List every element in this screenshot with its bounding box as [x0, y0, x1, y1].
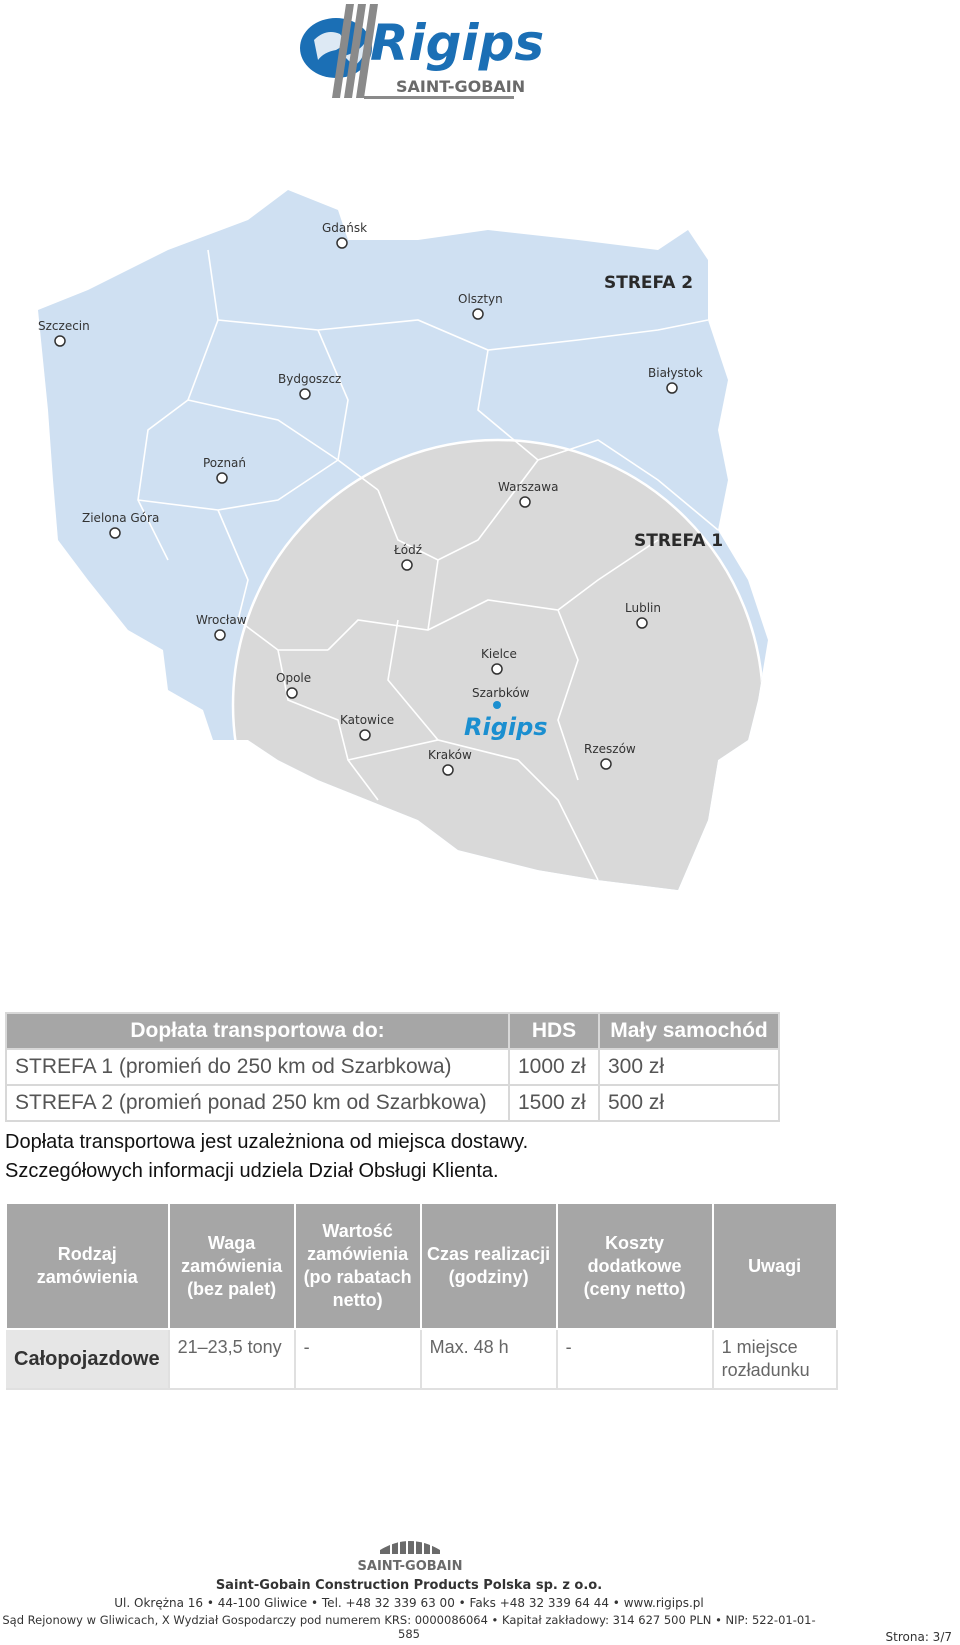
- city-kielce: Kielce: [481, 647, 517, 661]
- header-extra-costs: Koszty dodatkowe (ceny netto): [557, 1203, 713, 1329]
- table-header-row: [6, 1013, 779, 1049]
- header-lead-time: Czas realizacji (godziny): [421, 1203, 557, 1329]
- hds-price-cell: 1500 zł: [509, 1085, 599, 1121]
- order-type-cell: Całopojazdowe: [6, 1329, 169, 1389]
- footer-registry: Sąd Rejonowy w Gliwicach, X Wydział Gospodarczy pod numerem KRS: 0000086064 • Kapitał zakładowy: 314 627 500 PLN • NIP: 522-01-01-585: [2, 1613, 816, 1641]
- extra-costs-cell: -: [557, 1329, 713, 1389]
- transport-surcharge-table: [5, 1012, 780, 1122]
- city-szarbkow: Szarbków: [472, 686, 530, 700]
- saint-gobain-footer-logo: [350, 1534, 470, 1574]
- city-szczecin: Szczecin: [38, 319, 90, 333]
- zone2-label: STREFA 2: [604, 273, 694, 293]
- city-rzeszow: Rzeszów: [584, 742, 636, 756]
- map-plant-logo: Rigips: [464, 713, 548, 741]
- footer-address: Ul. Okrężna 16 • 44-100 Gliwice • Tel. +48 32 339 63 00 • Faks +48 32 339 64 44 • www.rigips.pl: [114, 1596, 704, 1610]
- plant-marker-icon: [493, 701, 501, 709]
- note-line-2: Szczegółowych informacji udziela Dział Obsługi Klienta.: [5, 1160, 499, 1182]
- small-truck-price-cell: 300 zł: [599, 1049, 779, 1085]
- logo-sub-text: SAINT-GOBAIN: [396, 77, 526, 96]
- city-zielona-gora: Zielona Góra: [82, 511, 160, 525]
- city-katowice: Katowice: [340, 713, 395, 727]
- zone-cell: STREFA 1 (promień do 250 km od Szarbkowa): [6, 1049, 509, 1085]
- city-wroclaw: Wrocław: [196, 613, 247, 627]
- footer-company: Saint-Gobain Construction Products Polska sp. z o.o.: [215, 1578, 603, 1593]
- city-bialystok: Białystok: [648, 366, 703, 380]
- table-row: [6, 1085, 779, 1121]
- header-hds: HDS: [509, 1013, 599, 1049]
- lead-time-cell: Max. 48 h: [421, 1329, 557, 1389]
- remarks-cell: 1 miejsce rozładunku: [713, 1329, 837, 1389]
- zone1-label: STREFA 1: [634, 531, 724, 551]
- logo-brand-text: Rigips: [370, 14, 544, 72]
- page-number: Strona: 3/7: [885, 1630, 952, 1644]
- header-weight: Waga zamówienia (bez palet): [169, 1203, 295, 1329]
- city-lublin: Lublin: [625, 601, 661, 615]
- table-row: [6, 1049, 779, 1085]
- hds-price-cell: 1000 zł: [509, 1049, 599, 1085]
- header-small-truck: Mały samochód: [599, 1013, 779, 1049]
- city-krakow: Kraków: [428, 748, 472, 762]
- city-warszawa: Warszawa: [498, 480, 559, 494]
- city-lodz: Łódź: [394, 543, 423, 557]
- note-line-1: Dopłata transportowa jest uzależniona od miejsca dostawy.: [5, 1131, 529, 1153]
- table-header-row: [6, 1203, 837, 1329]
- value-cell: -: [295, 1329, 421, 1389]
- table-row: [6, 1329, 837, 1389]
- weight-cell: 21–23,5 tony: [169, 1329, 295, 1389]
- surcharge-note: [5, 1128, 528, 1186]
- small-truck-price-cell: 500 zł: [599, 1085, 779, 1121]
- footer-logo-text: SAINT-GOBAIN: [357, 1559, 463, 1574]
- header-surcharge: Dopłata transportowa do:: [6, 1013, 509, 1049]
- header-value: Wartość zamówienia (po rabatach netto): [295, 1203, 421, 1329]
- city-poznan: Poznań: [203, 456, 247, 470]
- zone-cell: STREFA 2 (promień ponad 250 km od Szarbkowa): [6, 1085, 509, 1121]
- rigips-logo: [284, 0, 544, 104]
- header-remarks: Uwagi: [713, 1203, 837, 1329]
- city-opole: Opole: [276, 671, 312, 685]
- order-types-table: [5, 1202, 838, 1390]
- city-gdansk: Gdańsk: [322, 221, 368, 235]
- city-olsztyn: Olsztyn: [458, 292, 503, 306]
- header-order-type: Rodzaj zamówienia: [6, 1203, 169, 1329]
- city-bydgoszcz: Bydgoszcz: [278, 372, 342, 386]
- delivery-zone-map: [18, 180, 808, 940]
